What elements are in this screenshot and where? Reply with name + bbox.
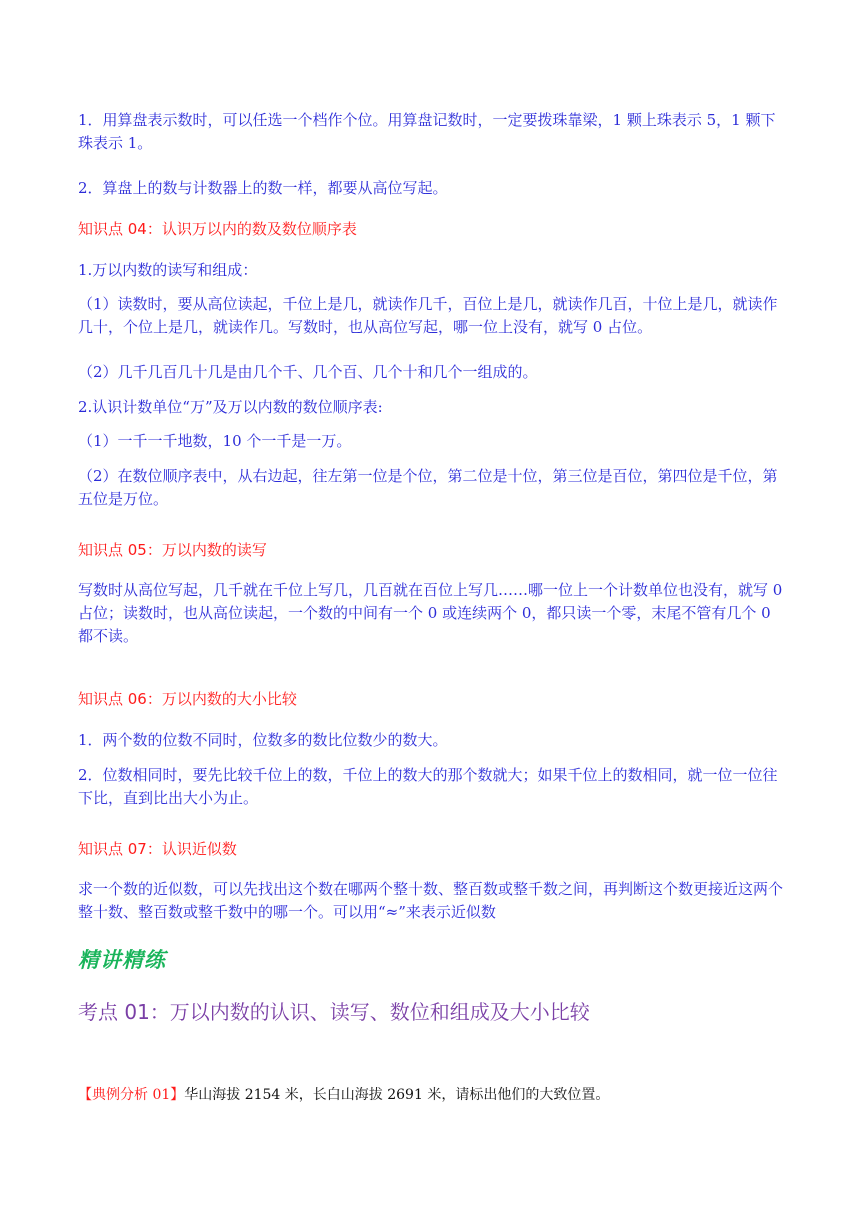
kp07-body: 求一个数的近似数，可以先找出这个数在哪两个整十数、整百数或整千数之间，再判断这个数更接近这两个整十数、整百数或整千数中的哪一个。可以用“≈”来表示近似数 <box>78 880 784 921</box>
kp06-heading: 知识点 06：万以内数的大小比较 <box>78 690 297 708</box>
kp05-heading: 知识点 05：万以内数的读写 <box>78 541 267 559</box>
section-title: 精讲精练 <box>78 948 166 972</box>
kp06-line-2: 2．位数相同时，要先比较千位上的数，千位上的数大的那个数就大；如果千位上的数相同，就一位一位往下比，直到比出大小为止。 <box>78 766 778 807</box>
top-item-2: 2．算盘上的数与计数器上的数一样，都要从高位写起。 <box>78 179 448 197</box>
kp04-line-6: （2）在数位顺序表中，从右边起，往左第一位是个位，第二位是十位，第三位是百位，第四位是千位，第五位是万位。 <box>78 467 778 508</box>
kp04-line-5: （1）一千一千地数，10 个一千是一万。 <box>78 432 352 450</box>
kp05-body: 写数时从高位写起，几千就在千位上写几，几百就在百位上写几……哪一位上一个计数单位也没有，就写 0 占位；读数时，也从高位读起，一个数的中间有一个 0 或连续两个 0，都只读一个零，末尾不管有几个 0 都不读。 <box>78 581 783 645</box>
top-item-1: 1．用算盘表示数时，可以任选一个档作个位。用算盘记数时，一定要拨珠靠梁，1 颗上珠表示 5，1 颗下珠表示 1。 <box>78 111 776 152</box>
example-text: 华山海拔 2154 米，长白山海拔 2691 米，请标出他们的大致位置。 <box>184 1087 610 1103</box>
kp04-line-1: 1.万以内数的读写和组成： <box>78 261 258 279</box>
kp04-heading: 知识点 04：认识万以内的数及数位顺序表 <box>78 220 357 238</box>
kp07-heading: 知识点 07：认识近似数 <box>78 840 237 858</box>
topic-title: 考点 01：万以内数的认识、读写、数位和组成及大小比较 <box>78 1000 590 1024</box>
example-tag: 【典例分析 01】 <box>78 1087 185 1103</box>
kp04-line-3: （2）几千几百几十几是由几个千、几个百、几个十和几个一组成的。 <box>78 363 538 381</box>
kp04-line-2: （1）读数时，要从高位读起，千位上是几，就读作几千，百位上是几，就读作几百，十位上是几，就读作几十，个位上是几，就读作几。写数时，也从高位写起，哪一位上没有，就写 0 占位。 <box>78 295 778 336</box>
kp06-line-1: 1．两个数的位数不同时，位数多的数比位数少的数大。 <box>78 731 448 749</box>
example-line <box>78 1084 609 1104</box>
kp04-line-4: 2.认识计数单位“万”及万以内数的数位顺序表: <box>78 398 383 416</box>
